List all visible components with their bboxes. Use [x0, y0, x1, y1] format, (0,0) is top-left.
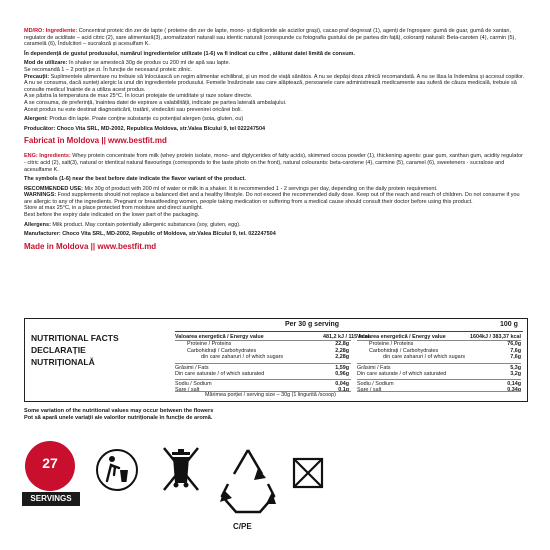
serving-size: Mărimea porției / serving size – 30g (1 lingurită /scoop) — [205, 392, 336, 398]
nutrition-title: NUTRITIONAL FACTS DECLARAȚIE NUTRIȚIONALĂ — [31, 333, 119, 367]
ro-usage: Mod de utilizare: în shaker se amestecă 30g de produs cu 200 ml de apă sau lapte. — [24, 60, 231, 67]
nutrient-value-left: 0,1g — [338, 387, 349, 393]
row-rule — [357, 379, 521, 380]
nutrient-value-right: 76,0g — [507, 341, 521, 347]
nutrient-value-left: 0,04g — [335, 381, 349, 387]
recycle-icon — [218, 446, 278, 520]
nutrient-label-left: din care zaharuri / of which sugars — [201, 354, 284, 360]
nutrient-label-right: Carbohidrați / Carbohydrates — [369, 348, 439, 354]
label-text — [24, 28, 526, 259]
nutrient-label-right: Sodiu / Sodium — [357, 381, 394, 387]
tidyman-icon — [95, 448, 139, 492]
ro-made-in: Fabricat în Moldova || www.bestfit.md — [24, 136, 167, 146]
nutrient-value-left: 2,28g — [335, 354, 349, 360]
en-flavor-note: The symbols (1-6) near the best before date indicate the flavor variant of the product. — [24, 176, 246, 183]
nutrient-value-right: 7,6g — [510, 348, 521, 354]
ro-storage-2: A se consuma, de preferință, înaintea datei de expirare a valabilității, indicate pe partea laterală ambalajului. — [24, 99, 287, 106]
nutrient-value-right: 3,2g — [510, 371, 521, 377]
en-manufacturer: Manufacturer: Choco Vita SRL, MD-2002, Republic of Moldova, str.Valea Bîcului 9, tel. 022247504 — [24, 231, 276, 238]
nutrient-label-right: din care zaharuri / of which sugars — [383, 354, 466, 360]
row-rule — [175, 363, 351, 364]
nutrient-label-left: Proteine / Proteins — [187, 341, 232, 347]
en-ingredients: ENG: Ingredients: Whey protein concentrate from milk (whey protein isolate, mono- and diglycerides of fatty acids), skimmed cocoa powder (1), thickening agents: guar gum, xanthan gum, acidity regulator - citric acid (2), salt(3), natural or identical natural flavourings (corresponds to the taste photo on the front), natural colourants: beta-carotene (4), carmine (5), caramel (6), sweeteners - sucralose and acesulfame K. — [24, 153, 523, 173]
ro-allergens: Alergeni: Produs din lapte. Poate conține substanțe cu potențial alergen (soia, gluten, ou) — [24, 116, 244, 123]
col-header-serving: Per 30 g serving — [285, 321, 340, 328]
nutrient-value-left: 22,8g — [335, 341, 349, 347]
en-storage: Store at max 25°C, in a place protected from moisture and direct sunlight. — [24, 205, 203, 212]
servings-count: 27 — [42, 455, 58, 471]
row-rule — [175, 340, 351, 341]
nutrient-label-right: Sare / salt — [357, 387, 382, 393]
row-rule — [357, 391, 521, 392]
crossed-square-icon — [290, 455, 326, 491]
nutrient-label-right: Grăsimi / Fats — [357, 365, 391, 371]
nutrient-label-right: Valoarea energetică / Energy value — [357, 334, 446, 340]
ro-usage-2: Se recomandă 1 – 2 porții pe zi. În funcție de necesarul proteic zilnic. — [24, 66, 192, 73]
nutrient-label-left: Valoarea energetică / Energy value — [175, 334, 264, 340]
row-rule — [175, 379, 351, 380]
en-made-in: Made in Moldova || www.bestfit.md — [24, 241, 157, 251]
nutrient-value-right: 0,34g — [507, 387, 521, 393]
nutrient-value-right: 7,6g — [510, 354, 521, 360]
nutrient-value-right: 5,3g — [510, 365, 521, 371]
nutrition-table — [24, 318, 528, 402]
nutrient-value-right: 0,14g — [507, 381, 521, 387]
ro-flavor-note: În dependență de gustul produsului, numărul ingredientelor utilizate (1-6) va fi indicat cu cifre , alăturat datei limită de consum. — [24, 50, 355, 57]
nutrient-value-left: 481,2 kJ / 115 kcal — [323, 334, 370, 340]
ro-ingredients: MD/RO: Ingrediente: Concentrat proteic din zer de lapte ( proteine din zer de lapte, mono- și digliceride ale acizilor grași), cacao praf degresat (1), agenți de îngroșare: gumă de guar, gumă de xantan, regulator de aciditate – acid citric (2), sare alimentară(3), aromatizatori naturali sau identic naturali (corespunde cu fotografia gustului de pe partea din față), coloranți naturali: Beta-caroten (4), carmin (5), caramelă (6), Îndulcitori – sucraloză și acesulfam K. — [24, 28, 516, 48]
nutrient-label-right: Din care saturate / of which saturated — [357, 371, 447, 377]
ro-producer: Producător: Choco Vita SRL, MD-2002, Republica Moldova, str.Valea Bîcului 9, tel 022247504 — [24, 125, 266, 132]
en-allergens: Allergens: Milk product. May contain potentially allergenic substances (soy, gluten, egg). — [24, 221, 241, 228]
ro-precautions: Precauții: Suplimentele alimentare nu trebuie să înlocuiască un regim alimentar echilibrat, și un mod de viață sănătos. A nu se depăși doza zilnică recomandată. A nu se lăsa la îndemâna și accesul copiilor. A nu se consuma, dacă sunteți alergic la unul din ingredientele produsului. Femeile însărcinate sau care alăptează, persoanele care administrează medicamente sau suferă de căuza medicală, trebuie să consulte medicul înainte de a utiliza acest produs. — [24, 73, 525, 93]
ro-storage: A se păstra la temperatura de max 25°C. În locuri protejate de umiditate și raze solare directe. — [24, 93, 253, 100]
nutrition-footnote: Some variation of the nutritional values may occur between the flowers Pot să apară unele variații ale valorilor nutriționale în funcție de aromă. — [24, 408, 214, 421]
en-warnings: WARNINGS: Food supplements should not replace a balanced diet and a healthy lifestyle. Do not exceed the recommended daily dose. Keep out of the reach and reach of children. Do not consume if you are allergic to any of the ingredients. Pregnant or breastfeeding women, people taking medication or suffering from a medical cause should consult their doctor before using this product. — [24, 192, 520, 205]
en-usage: RECOMMENDED USE: Mix 30g of product with 200 ml of water or milk in a shaker. It is recommended 1 - 2 servings per day, depending on the daily protein requirement. — [24, 185, 438, 192]
en-storage-2: Best before the expiry date indicated on the lower part of the packaging. — [24, 212, 200, 219]
nutrient-value-left: 0,96g — [335, 371, 349, 377]
header-divider — [175, 331, 523, 332]
nutrient-label-right: Proteine / Proteins — [369, 341, 414, 347]
recycle-code: C/PE — [233, 522, 252, 531]
ro-storage-3: Acest produs nu este destinat diagnosticării, tratării, vindecării sau prevenirei oricărei boli. — [24, 106, 242, 113]
nutrient-label-left: Sare / salt — [175, 387, 200, 393]
nutrient-label-left: Din care saturate / of which saturated — [175, 371, 265, 377]
nutrient-value-left: 2,28g — [335, 348, 349, 354]
col-header-100g: 100 g — [500, 321, 518, 328]
nutrient-label-left: Sodiu / Sodium — [175, 381, 212, 387]
row-rule — [357, 363, 521, 364]
nutrient-value-right: 1604kJ / 383,37 kcal — [470, 334, 521, 340]
row-rule — [357, 340, 521, 341]
nutrient-label-left: Carbohidrați / Carbohydrates — [187, 348, 257, 354]
servings-label: SERVINGS — [22, 492, 80, 506]
crossed-bin-icon — [158, 444, 204, 496]
nutrient-label-left: Grăsimi / Fats — [175, 365, 209, 371]
nutrient-value-left: 1,59g — [335, 365, 349, 371]
